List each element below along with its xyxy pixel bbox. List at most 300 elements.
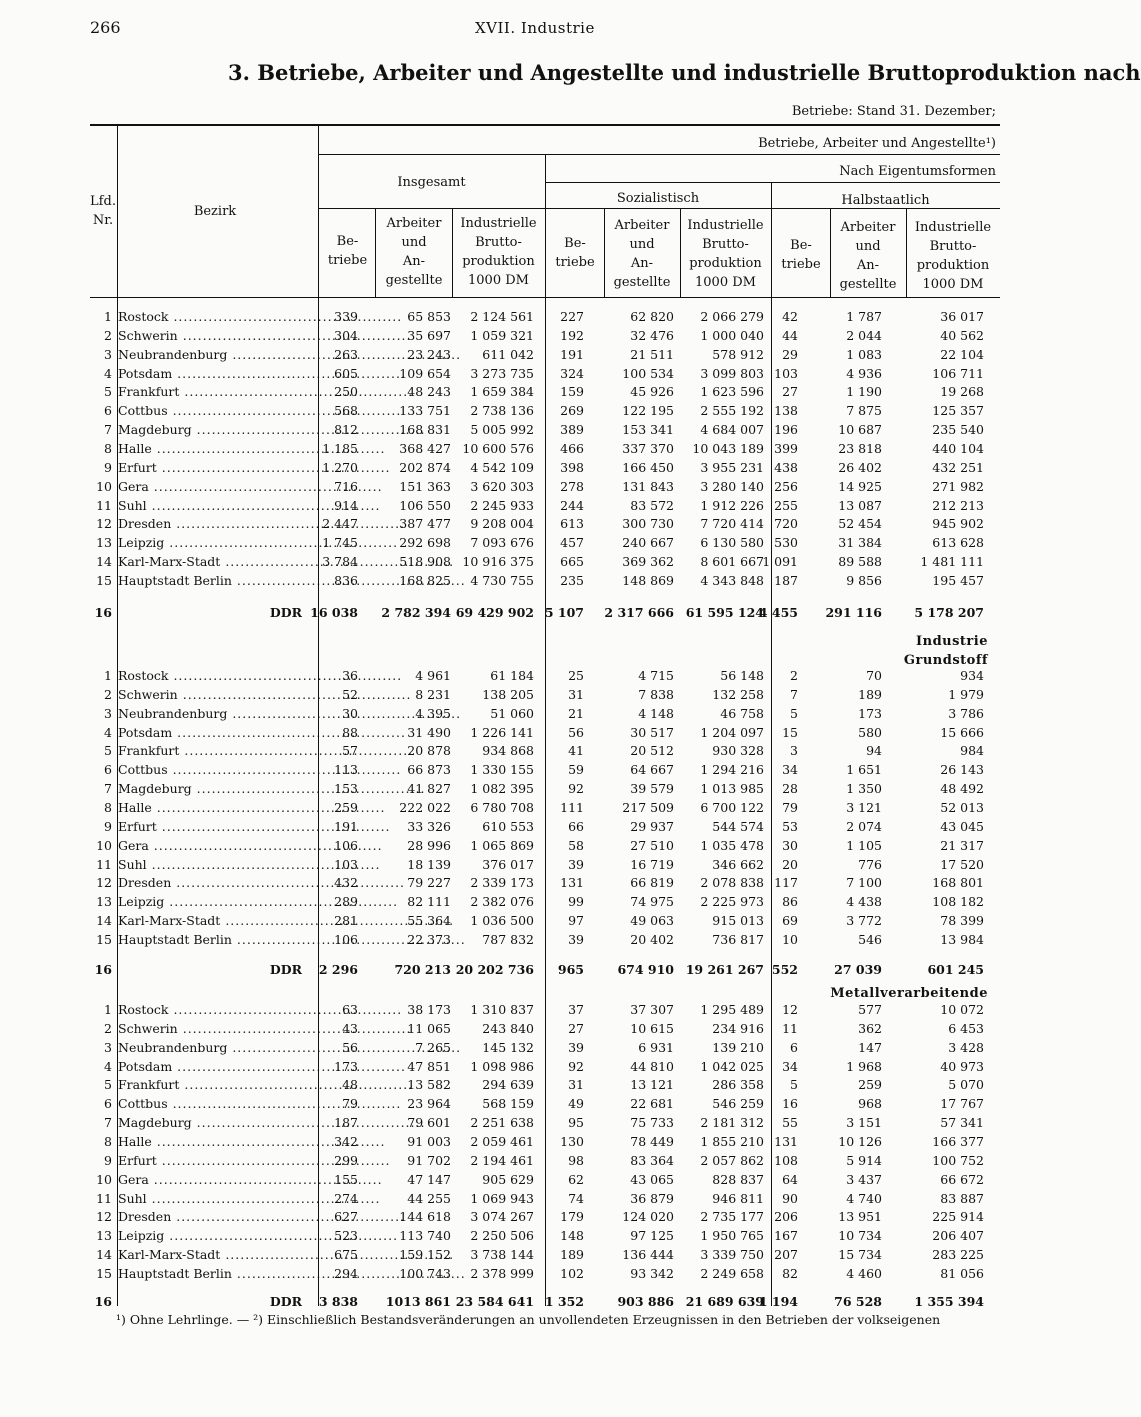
value-cell: 44 [782,328,798,343]
value-cell: 138 [774,403,798,418]
table-total-row [90,1292,1000,1311]
row-number: 6 [104,403,112,418]
value-cell: 79 [342,1096,358,1111]
value-cell: 106 550 [399,498,451,513]
value-cell: 10 [782,932,798,947]
value-cell: 2 044 [846,328,882,343]
value-cell: 155 [334,1172,358,1187]
value-cell: 94 [866,743,882,758]
row-number: 16 [94,962,112,977]
value-cell: 57 341 [940,1115,984,1130]
value-cell: 37 307 [630,1002,674,1017]
value-cell: 1 059 321 [470,328,534,343]
value-cell: 16 719 [630,857,674,872]
row-number: 5 [104,1077,112,1092]
value-cell: 601 245 [927,962,984,977]
value-cell: 4 395 [415,706,451,721]
value-cell: 3 273 735 [470,366,534,381]
value-cell: 27 [568,1021,584,1036]
value-cell: 5 005 992 [470,422,534,437]
value-cell: 31 490 [407,725,451,740]
row-number: 12 [96,875,112,890]
bezirk-name: Suhl ..... [118,1189,302,1208]
value-cell: 1 310 837 [470,1002,534,1017]
value-cell: 10 615 [630,1021,674,1036]
value-cell: 4 343 848 [700,573,764,588]
value-cell: 28 [782,781,798,796]
header-betriebe-2: Be- triebe [555,236,595,270]
row-number: 9 [104,1153,112,1168]
value-cell: 5 107 [544,605,584,620]
value-cell: 5 070 [948,1077,984,1092]
value-cell: 14 925 [838,479,882,494]
value-cell: 30 [342,706,358,721]
value-cell: 91 003 [407,1134,451,1149]
value-cell: 222 022 [399,800,451,815]
value-cell: 103 [774,366,798,381]
value-cell: 65 853 [407,309,451,324]
value-cell: 4 730 755 [470,573,534,588]
value-cell: 13 121 [630,1077,674,1092]
value-cell: 256 [774,479,798,494]
value-cell: 1 000 040 [700,328,764,343]
value-cell: 28 996 [407,838,451,853]
value-cell: 2 378 999 [470,1266,534,1281]
value-cell: 544 574 [712,819,764,834]
row-number: 15 [96,932,112,947]
value-cell: 20 202 736 [455,962,534,977]
value-cell: 102 [560,1266,584,1281]
value-cell: 1 035 478 [700,838,764,853]
value-cell: 202 874 [399,460,451,475]
value-cell: 1 968 [846,1059,882,1074]
value-cell: 10 916 375 [462,554,534,569]
header-produktion-1: Industrielle Brutto- produktion 1000 DM [460,216,537,288]
value-cell: 578 912 [712,347,764,362]
table-row [90,836,1000,855]
value-cell: 1 013 985 [700,781,764,796]
value-cell: 52 454 [838,516,882,531]
value-cell: 44 810 [630,1059,674,1074]
row-number: 2 [104,687,112,702]
value-cell: 36 017 [940,309,984,324]
value-cell: 32 476 [630,328,674,343]
value-cell: 3 620 303 [470,479,534,494]
value-cell: 33 326 [407,819,451,834]
bezirk-name: Rostock ..... [118,1000,302,1019]
table-row [90,1000,1000,1019]
value-cell: 2 738 136 [470,403,534,418]
value-cell: 4 455 [758,605,798,620]
value-cell: 106 711 [932,366,984,381]
value-cell: 2 066 279 [700,309,764,324]
row-number: 14 [96,1247,112,1262]
value-cell: 122 195 [622,403,674,418]
value-cell: 21 511 [630,347,674,362]
row-number: 2 [104,328,112,343]
value-cell: 1 190 [846,384,882,399]
value-cell: 74 [568,1191,584,1206]
bezirk-name: Neubrandenburg ..... [118,345,302,364]
bezirk-name: Rostock ..... [118,307,302,326]
table-row [90,420,1000,439]
value-cell: 1 950 765 [700,1228,764,1243]
value-cell: 1013 861 [385,1294,451,1309]
value-cell: 9 856 [846,573,882,588]
value-cell: 97 125 [630,1228,674,1243]
value-cell: 66 819 [630,875,674,890]
value-cell: 368 427 [399,441,451,456]
value-cell: 138 205 [482,687,534,702]
value-cell: 965 [557,962,584,977]
value-cell: 168 801 [932,875,984,890]
value-cell: 34 [782,1059,798,1074]
value-cell: 1 855 210 [700,1134,764,1149]
table-row [90,477,1000,496]
value-cell: 100 743 [399,1266,451,1281]
table-row [90,345,1000,364]
value-cell: 189 [858,687,882,702]
value-cell: 4 542 109 [470,460,534,475]
value-cell: 30 517 [630,725,674,740]
value-cell: 787 832 [482,932,534,947]
value-cell: 56 [568,725,584,740]
table-row [90,552,1000,571]
value-cell: 289 [334,894,358,909]
value-cell: 2 074 [846,819,882,834]
table-row [90,873,1000,892]
value-cell: 3 074 267 [470,1209,534,1224]
table-row [90,496,1000,515]
value-cell: 78 449 [630,1134,674,1149]
value-cell: 148 [560,1228,584,1243]
value-cell: 6 453 [948,1021,984,1036]
value-cell: 100 752 [932,1153,984,1168]
value-cell: 914 [334,498,358,513]
row-number: 5 [104,384,112,399]
value-cell: 131 [774,1134,798,1149]
value-cell: 56 [342,1040,358,1055]
value-cell: 15 734 [838,1247,882,1262]
value-cell: 432 251 [932,460,984,475]
value-cell: 108 [774,1153,798,1168]
value-cell: 346 662 [712,857,764,872]
value-cell: 62 820 [630,309,674,324]
value-cell: 674 910 [617,962,674,977]
value-cell: 173 [858,706,882,721]
value-cell: 240 667 [622,535,674,550]
value-cell: 1 098 986 [470,1059,534,1074]
value-cell: 40 562 [940,328,984,343]
value-cell: 45 926 [630,384,674,399]
value-cell: 83 572 [630,498,674,513]
value-cell: 675 [334,1247,358,1262]
value-cell: 2 735 177 [700,1209,764,1224]
value-cell: 2 251 638 [470,1115,534,1130]
value-cell: 139 210 [712,1040,764,1055]
value-cell: 81 056 [940,1266,984,1281]
row-number: 1 [104,668,112,683]
value-cell: 49 [568,1096,584,1111]
value-cell: 2 382 076 [470,894,534,909]
value-cell: 4 961 [415,668,451,683]
table-row [90,401,1000,420]
value-cell: 235 540 [932,422,984,437]
block-label-grundstoff: Industrie Grundstoff [903,634,988,668]
value-cell: 97 [568,913,584,928]
value-cell: 166 450 [622,460,674,475]
row-number: 3 [104,347,112,362]
value-cell: 457 [560,535,584,550]
header-rule-3 [545,182,1000,183]
value-cell: 7 [790,687,798,702]
value-cell: 339 [334,309,358,324]
value-cell: 31 384 [838,535,882,550]
value-cell: 131 [560,875,584,890]
value-cell: 577 [858,1002,882,1017]
bezirk-name: Leipzig ..... [118,1226,302,1245]
value-cell: 6 780 708 [470,800,534,815]
value-cell: 627 [334,1209,358,1224]
value-cell: 4 715 [638,668,674,683]
value-cell: 108 182 [932,894,984,909]
value-cell: 9 208 004 [470,516,534,531]
value-cell: 191 [560,347,584,362]
value-cell: 196 [774,422,798,437]
row-number: 10 [96,1172,112,1187]
table-row [90,1189,1000,1208]
header-eigentumsformen: Nach Eigentumsformen [839,164,996,179]
header-lfd-nr: Lfd. Nr. [90,194,116,228]
bezirk-name: Magdeburg ..... [118,420,302,439]
value-cell: 2 194 461 [470,1153,534,1168]
value-cell: 568 159 [482,1096,534,1111]
value-cell: 398 [560,460,584,475]
value-cell: 74 975 [630,894,674,909]
value-cell: 7 265 [415,1040,451,1055]
value-cell: 1 979 [948,687,984,702]
value-cell: 153 [334,781,358,796]
value-cell: 10 600 576 [462,441,534,456]
value-cell: 147 [858,1040,882,1055]
value-cell: 103 [334,857,358,872]
row-number: 11 [96,857,112,872]
value-cell: 3 [790,743,798,758]
row-number: 10 [96,838,112,853]
footnote: ¹) Ohne Lehrlinge. — ²) Einschließlich Bestandsveränderungen an unvollendeten Erzeugnissen in den Betrieben der volkseigenen [116,1312,941,1327]
value-cell: 79 [782,800,798,815]
value-cell: 2 249 658 [700,1266,764,1281]
value-cell: 225 914 [932,1209,984,1224]
table-row [90,685,1000,704]
value-cell: 6 931 [638,1040,674,1055]
value-cell: 432 [334,875,358,890]
table-row [90,779,1000,798]
table-row [90,666,1000,685]
value-cell: 59 [568,762,584,777]
value-cell: 91 702 [407,1153,451,1168]
value-cell: 3 339 750 [700,1247,764,1262]
stand-note: Betriebe: Stand 31. Dezember; [791,104,996,119]
value-cell: 39 579 [630,781,674,796]
value-cell: 613 [560,516,584,531]
value-cell: 42 [782,309,798,324]
value-cell: 36 [342,668,358,683]
value-cell: 22 104 [940,347,984,362]
value-cell: 440 104 [932,441,984,456]
value-cell: 6 130 580 [700,535,764,550]
value-cell: 546 259 [712,1096,764,1111]
value-cell: 399 [774,441,798,456]
value-cell: 21 317 [940,838,984,853]
value-cell: 2 339 173 [470,875,534,890]
value-cell: 720 [774,516,798,531]
value-cell: 3 280 140 [700,479,764,494]
value-cell: 21 689 639 [685,1294,764,1309]
value-cell: 132 258 [712,687,764,702]
value-cell: 376 017 [482,857,534,872]
header-arbeiter-1: Arbeiter und An- gestellte [385,216,443,288]
total-label: DDR [269,1294,302,1309]
value-cell: 41 [568,743,584,758]
bezirk-name: Neubrandenburg ..... [118,704,302,723]
bezirk-name: Hauptstadt Berlin ..... [118,571,302,590]
value-cell: 13 087 [838,498,882,513]
value-cell: 206 407 [932,1228,984,1243]
value-cell: 269 [560,403,584,418]
row-number: 14 [96,554,112,569]
value-cell: 7 838 [638,687,674,702]
bezirk-name: Schwerin ..... [118,1019,302,1038]
row-number: 4 [104,1059,112,1074]
value-cell: 1 065 869 [470,838,534,853]
value-cell: 300 730 [622,516,674,531]
bezirk-name: Frankfurt ..... [118,741,302,760]
table-row [90,1226,1000,1245]
value-cell: 22 373 [407,932,451,947]
value-cell: 22 681 [630,1096,674,1111]
value-cell: 984 [960,743,984,758]
value-cell: 4 740 [846,1191,882,1206]
value-cell: 48 492 [940,781,984,796]
value-cell: 99 [568,894,584,909]
value-cell: 2 250 506 [470,1228,534,1243]
row-number: 7 [104,422,112,437]
value-cell: 100 534 [622,366,674,381]
value-cell: 37 [568,1002,584,1017]
value-cell: 55 [782,1115,798,1130]
table-row [90,1038,1000,1057]
value-cell: 13 582 [407,1077,451,1092]
header-betriebe-3: Be- triebe [781,238,821,272]
value-cell: 523 [334,1228,358,1243]
value-cell: 337 370 [622,441,674,456]
value-cell: 2 782 394 [381,605,451,620]
bezirk-name: Erfurt ..... [118,1151,302,1170]
value-cell: 20 878 [407,743,451,758]
bezirk-name: Frankfurt ..... [118,382,302,401]
table-row [90,1075,1000,1094]
value-cell: 259 [858,1077,882,1092]
value-cell: 255 [774,498,798,513]
value-cell: 82 [782,1266,798,1281]
value-cell: 5 178 207 [914,605,984,620]
value-cell: 48 243 [407,384,451,399]
value-cell: 3 437 [846,1172,882,1187]
bezirk-name: Magdeburg ..... [118,779,302,798]
header-produktion-3: Industrielle Brutto- produktion 1000 DM [914,220,992,292]
table-row [90,930,1000,949]
value-cell: 438 [774,460,798,475]
value-cell: 66 672 [940,1172,984,1187]
value-cell: 934 868 [482,743,534,758]
row-number: 6 [104,1096,112,1111]
value-cell: 1 481 111 [920,554,984,569]
bezirk-name: Cottbus ..... [118,1094,302,1113]
value-cell: 304 [334,328,358,343]
value-cell: 70 [866,668,882,683]
value-cell: 580 [858,725,882,740]
value-cell: 27 039 [834,962,882,977]
value-cell: 291 116 [825,605,882,620]
value-cell: 23 818 [838,441,882,456]
value-cell: 828 837 [712,1172,764,1187]
value-cell: 13 951 [838,1209,882,1224]
total-label: DDR [269,605,302,620]
row-number: 12 [96,1209,112,1224]
value-cell: 1 330 155 [470,762,534,777]
value-cell: 1 659 384 [470,384,534,399]
header-top-group: Betriebe, Arbeiter und Angestellte¹) [758,136,996,151]
bezirk-name: Schwerin ..... [118,326,302,345]
value-cell: 946 811 [712,1191,764,1206]
value-cell: 36 879 [630,1191,674,1206]
row-number: 8 [104,800,112,815]
value-cell: 4 684 007 [700,422,764,437]
value-cell: 369 362 [622,554,674,569]
value-cell: 47 851 [407,1059,451,1074]
value-cell: 2 [790,668,798,683]
value-cell: 34 [782,762,798,777]
value-cell: 15 [782,725,798,740]
table-row [90,1113,1000,1132]
value-cell: 64 667 [630,762,674,777]
value-cell: 665 [560,554,584,569]
value-cell: 1 036 500 [470,913,534,928]
page-number: 266 [90,18,121,37]
value-cell: 39 [568,1040,584,1055]
value-cell: 2 317 666 [604,605,674,620]
bezirk-name: Rostock ..... [118,666,302,685]
value-cell: 2 225 973 [700,894,764,909]
value-cell: 38 173 [407,1002,451,1017]
value-cell: 1 204 097 [700,725,764,740]
value-cell: 26 143 [940,762,984,777]
value-cell: 1 787 [846,309,882,324]
value-cell: 7 100 [846,875,882,890]
value-cell: 3 955 231 [700,460,764,475]
value-cell: 530 [774,535,798,550]
value-cell: 93 342 [630,1266,674,1281]
value-cell: 4 438 [846,894,882,909]
bezirk-name: Neubrandenburg ..... [118,1038,302,1057]
value-cell: 546 [858,932,882,947]
value-cell: 934 [960,668,984,683]
value-cell: 98 [568,1153,584,1168]
value-cell: 1 651 [846,762,882,777]
bezirk-name: Cottbus ..... [118,760,302,779]
value-cell: 235 [560,573,584,588]
